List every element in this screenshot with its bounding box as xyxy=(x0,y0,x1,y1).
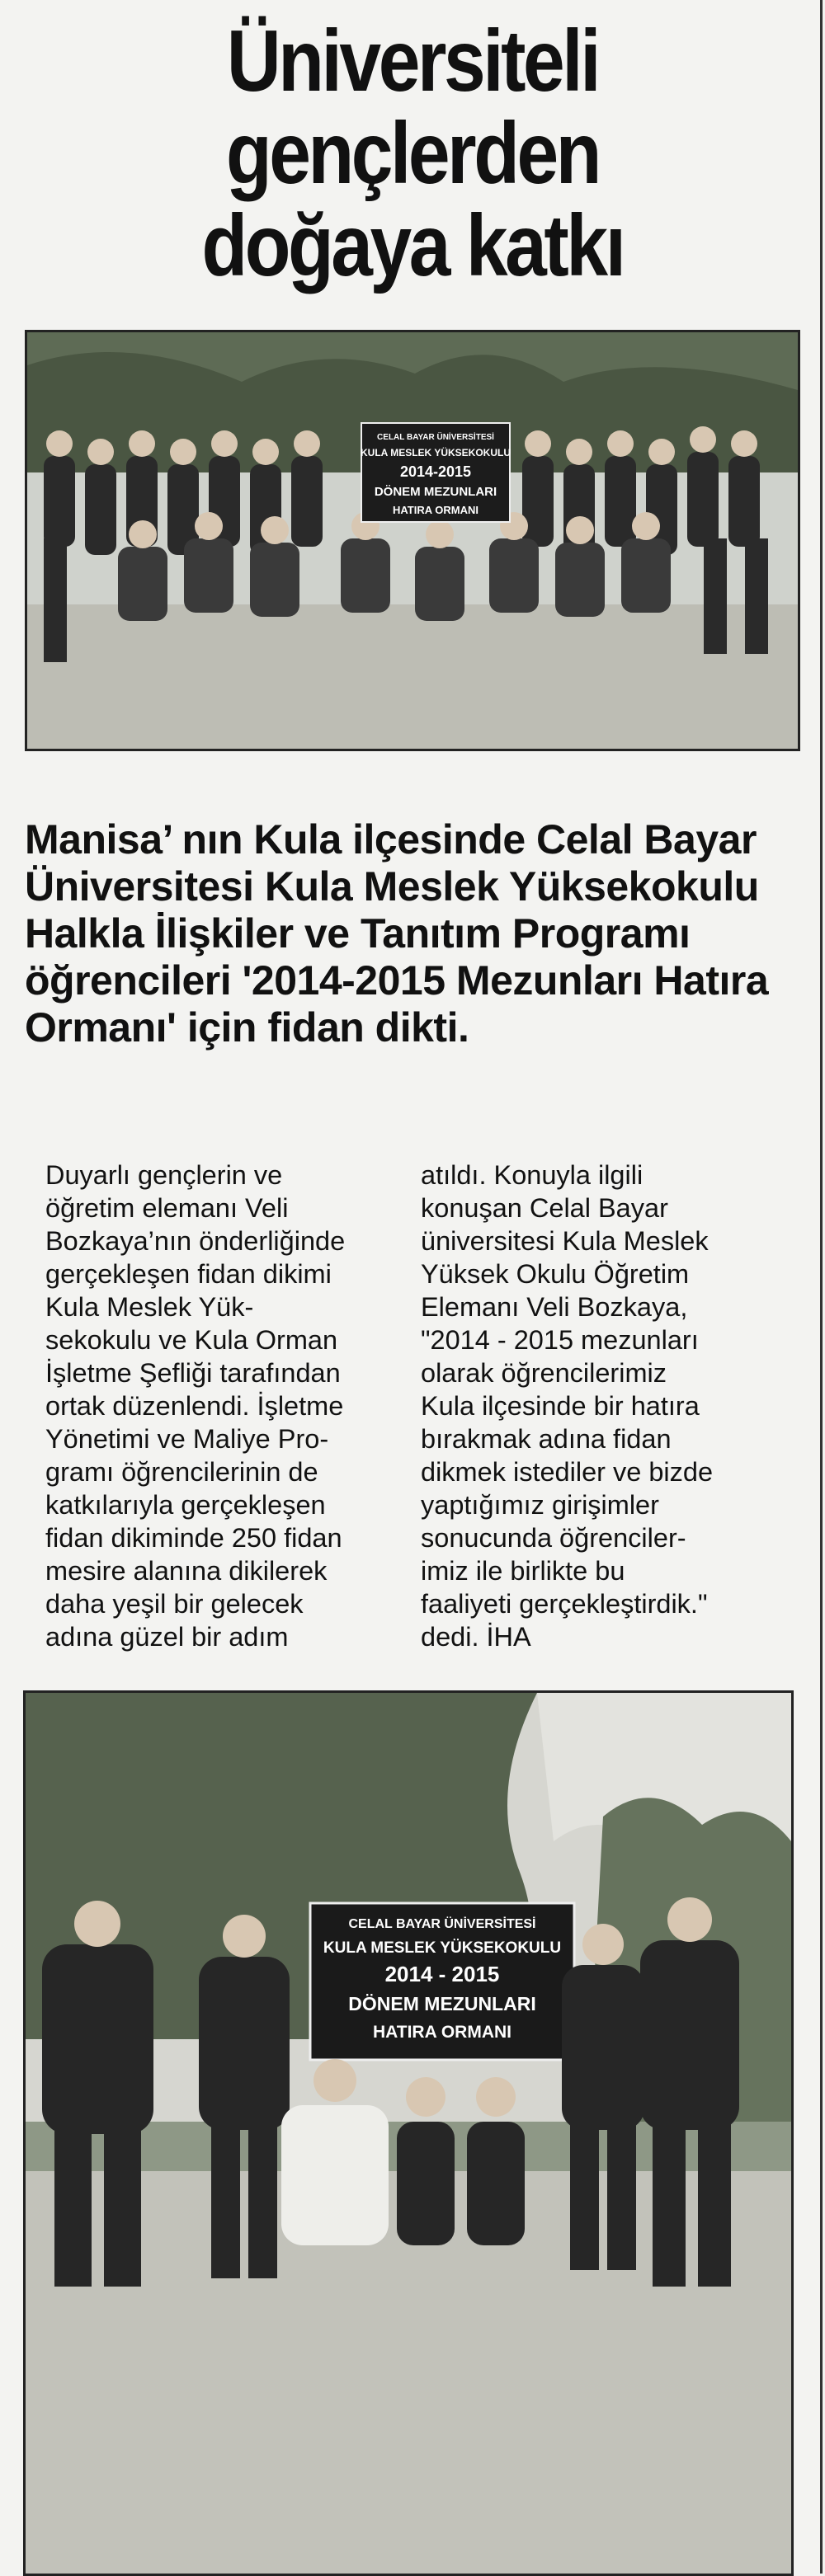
body-column-2: atıldı. Konuyla ilgili konuşan Celal Bayar üniversitesi Kula Meslek Yüksek Okulu Öğretim Elemanı Veli Bozkaya, "2014 - 2015 mezunları olarak öğrencilerimiz Kula ilçesinde bir hatıra bırakmak adına fidan dikmek istediler ve bizde yaptığımız girişimler sonucunda öğrenciler- imiz ile birlikte bu faaliyeti gerçekleştirdik." dedi. İHA xyxy=(421,1160,714,1652)
photo2-banner-line-1: CELAL BAYAR ÜNİVERSİTESİ xyxy=(348,1917,536,1931)
photo2-banner-line-4: DÖNEM MEZUNLARI xyxy=(348,1993,536,2014)
group-photo-2-scene xyxy=(26,1693,791,2574)
photo1-banner-line-3: 2014-2015 xyxy=(399,463,472,480)
body-column-1: Duyarlı gençlerin ve öğretim elemanı Veli Bozkaya’nın önderliğinde gerçekleşen fidan dikimi Kula Meslek Yük- sekokulu ve Kula Orman İşletme Şefliği tarafından ortak düzenlendi. İşletme Yönetimi ve Maliye Pro- gramı öğrencilerinin de katkılarıyla gerçekleşen fidan dikiminde 250 fidan mesire alanına dikilerek daha yeşil bir gelecek adına güzel bir adım xyxy=(45,1160,346,1652)
headline xyxy=(58,12,767,294)
headline-line-2: doğaya katkı xyxy=(201,197,624,294)
group-photo-1 xyxy=(25,330,800,751)
column-rule xyxy=(820,0,823,2574)
headline-line-1: Üniversiteli gençlerden xyxy=(226,12,599,202)
photo1-banner-line-2: KULA MESLEK YÜKSEKOKULU xyxy=(360,447,512,458)
photo2-banner-line-2: KULA MESLEK YÜKSEKOKULU xyxy=(323,1939,562,1957)
photo1-banner-line-1: CELAL BAYAR ÜNİVERSİTESİ xyxy=(377,433,494,442)
lead-paragraph: Manisa’ nın Kula ilçesinde Celal Bayar Üniversitesi Kula Meslek Yüksekokulu Halkla İlişkiler ve Tanıtım Programı öğrencileri '2014-2015 Mezunları Hatıra Ormanı' için fidan dikti. xyxy=(25,816,769,1051)
photo1-banner-line-4: DÖNEM MEZUNLARI xyxy=(374,485,497,499)
group-photo-2 xyxy=(23,1690,794,2576)
photo2-banner-line-3: 2014 - 2015 xyxy=(384,1962,500,1986)
group-photo-1-scene xyxy=(27,332,798,749)
photo1-banner-line-5: HATIRA ORMANI xyxy=(393,504,478,516)
photo2-banner-line-5: HATIRA ORMANI xyxy=(373,2023,512,2042)
